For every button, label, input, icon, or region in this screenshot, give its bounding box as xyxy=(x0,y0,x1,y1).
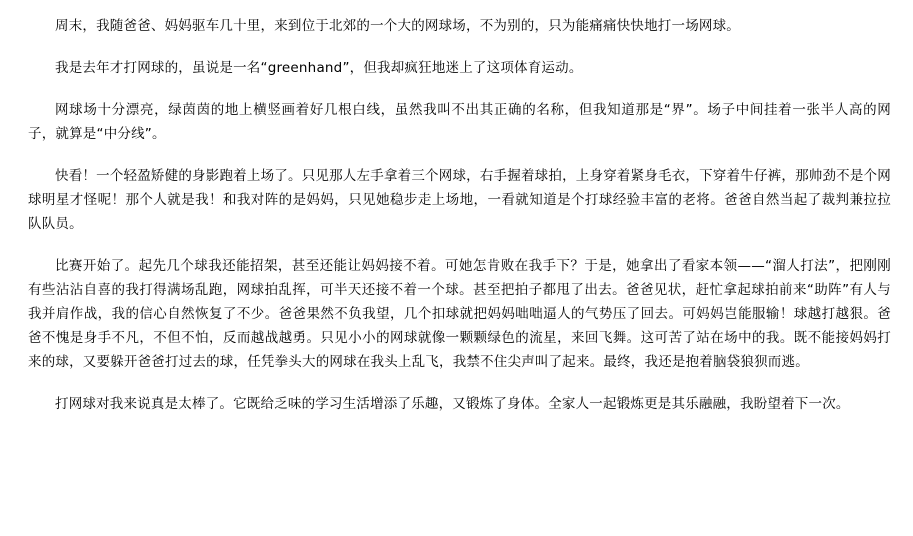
paragraph: 我是去年才打网球的，虽说是一名“greenhand”，但我却疯狂地迷上了这项体育运动。 xyxy=(55,60,583,76)
paragraph: 比赛开始了。起先几个球我还能招架，甚至还能让妈妈接不着。可她怎肯败在我手下？于是，她拿出了看家本领——“溜人打法”，把刚刚有些沾沾自喜的我打得满场乱跑，网球拍乱挥，可半天还接不着一个球。甚至把拍子都甩了出去。爸爸见状，赶忙拿起球拍前来“助阵”有人与我并肩作战，我的信心自然恢复了不少。爸爸果然不负我望，几个扣球就把妈妈咄咄逼人的气势压了回去。可妈妈岂能服输！球越打越狠。爸爸不愧是身手不凡，不但不怕，反而越战越勇。只见小小的网球就像一颗颗绿色的流星，来回飞舞。这可苦了站在场中的我。既不能接妈妈打来的球，又要躲开爸爸打过去的球，任凭拳头大的网球在我头上乱飞，我禁不住尖声叫了起来。最终，我还是抱着脑袋狼狈而逃。 xyxy=(28,258,891,370)
paragraph: 网球场十分漂亮，绿茵茵的地上横竖画着好几根白线，虽然我叫不出其正确的名称，但我知道那是“界”。场子中间挂着一张半人高的网子，就算是“中分线”。 xyxy=(28,102,891,142)
paragraph: 打网球对我来说真是太棒了。它既给乏味的学习生活增添了乐趣，又锻炼了身体。全家人一起锻炼更是其乐融融，我盼望着下一次。 xyxy=(55,396,850,412)
paragraph: 快看！一个轻盈矫健的身影跑着上场了。只见那人左手拿着三个网球，右手握着球拍，上身穿着紧身毛衣，下穿着牛仔裤，那帅劲不是个网球明星才怪呢！那个人就是我！和我对阵的是妈妈，只见她稳步走上场地，一看就知道是个打球经验丰富的老将。爸爸自然当起了裁判兼拉拉队队员。 xyxy=(28,168,891,232)
paragraph: 周末，我随爸爸、妈妈驱车几十里，来到位于北郊的一个大的网球场，不为别的，只为能痛痛快快地打一场网球。 xyxy=(55,18,740,34)
